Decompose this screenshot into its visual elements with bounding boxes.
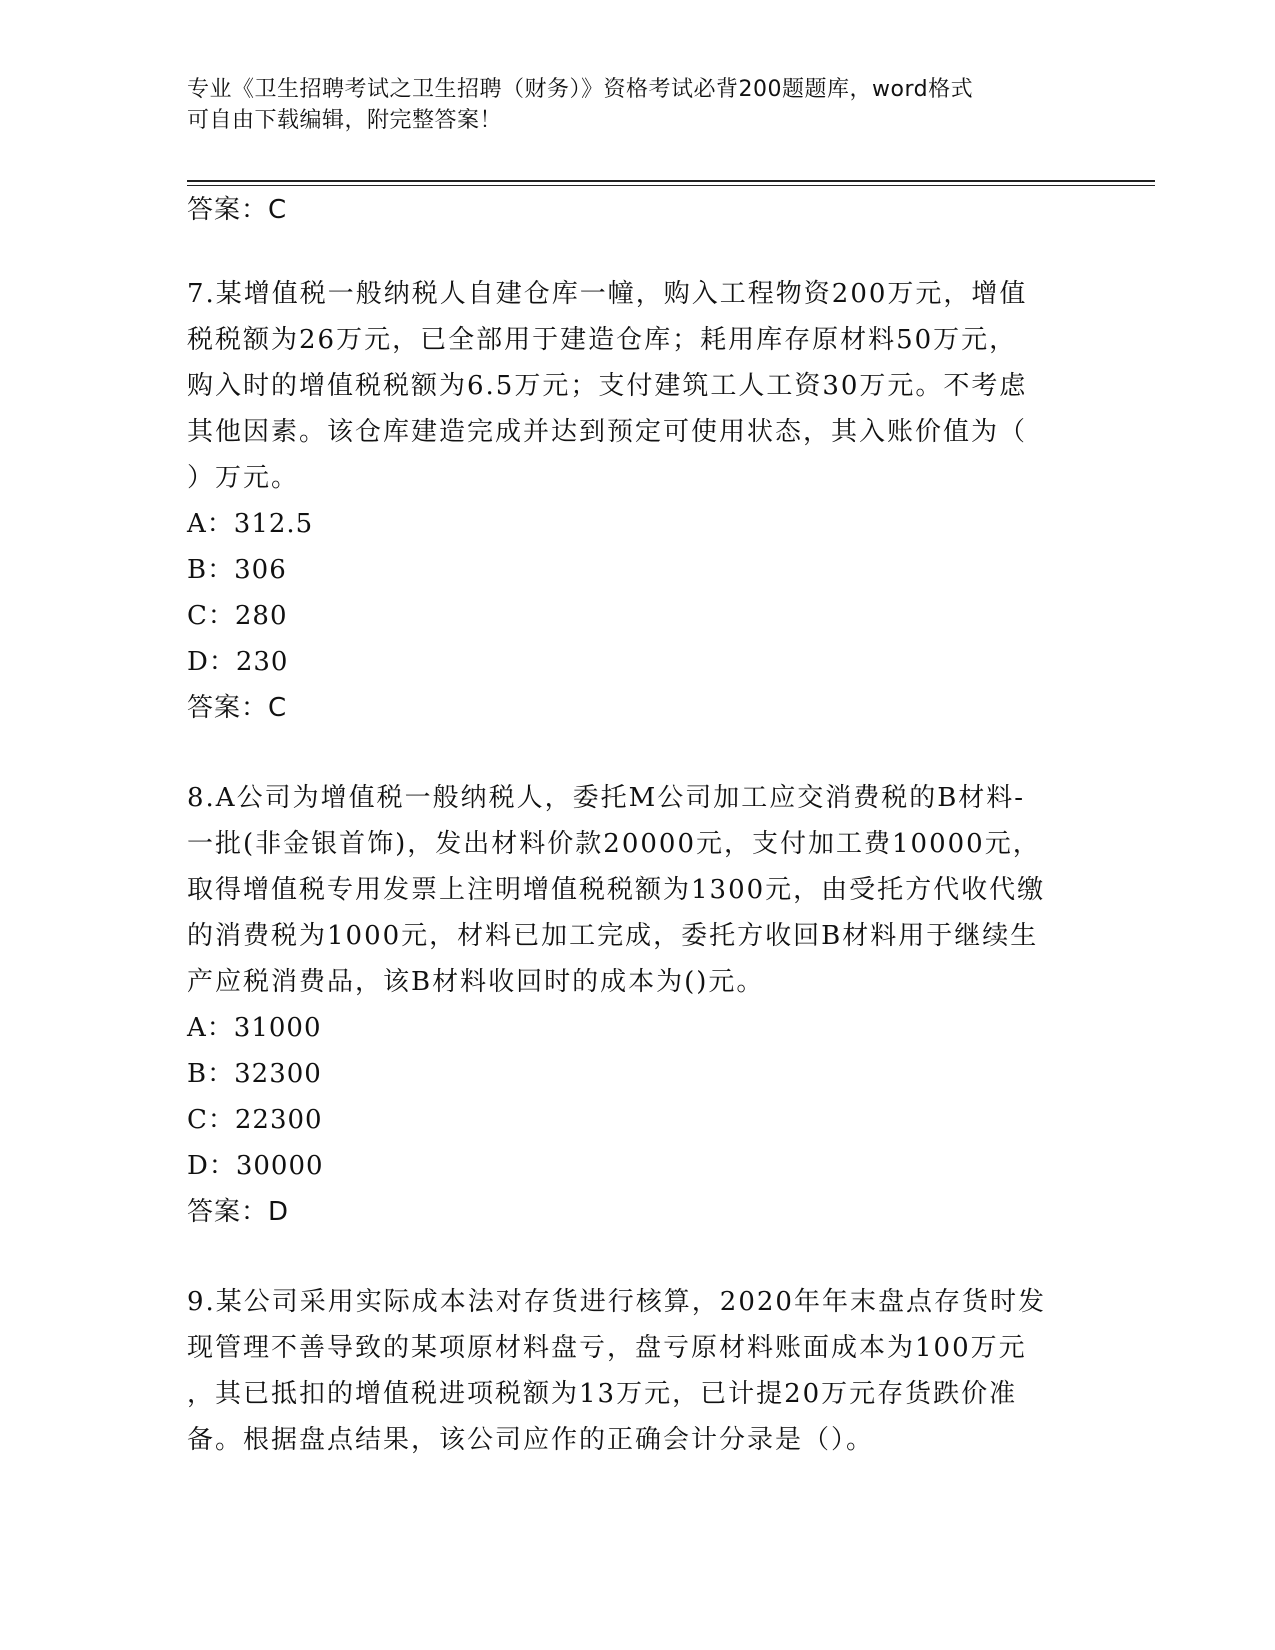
header-divider-top <box>187 180 1155 182</box>
question-line: 备。根据盘点结果，该公司应作的正确会计分录是（）。 <box>187 1425 875 1455</box>
header-line-1: 专业《卫生招聘考试之卫生招聘（财务）》资格考试必背200题题库，word格式 <box>187 77 974 102</box>
answer-line: 答案：D <box>187 1197 290 1227</box>
question-line: 9.某公司采用实际成本法对存货进行核算，2020年年末盘点存货时发 <box>187 1287 1046 1317</box>
option-b: B：32300 <box>187 1059 322 1089</box>
header-divider-bottom <box>187 185 1155 186</box>
option-a: A：312.5 <box>187 509 314 539</box>
header-line-2: 可自由下载编辑，附完整答案！ <box>187 108 503 133</box>
question-line: 的消费税为1000元，材料已加工完成，委托方收回B材料用于继续生 <box>187 921 1039 951</box>
question-line: 8.A公司为增值税一般纳税人，委托M公司加工应交消费税的B材料- <box>187 783 1026 813</box>
question-line: 产应税消费品，该B材料收回时的成本为()元。 <box>187 967 765 997</box>
question-block-9 <box>187 1279 1087 1463</box>
option-d: D：230 <box>187 647 289 677</box>
option-a: A：31000 <box>187 1013 322 1043</box>
option-d: D：30000 <box>187 1151 324 1181</box>
question-line: 其他因素。该仓库建造完成并达到预定可使用状态，其入账价值为（ <box>187 417 1028 447</box>
option-c: C：280 <box>187 601 288 631</box>
document-header <box>187 74 1067 136</box>
question-line: 取得增值税专用发票上注明增值税税额为1300元，由受托方代收代缴 <box>187 875 1046 905</box>
spacer <box>187 1235 1087 1279</box>
question-block-8 <box>187 775 1087 1235</box>
question-line: 一批(非金银首饰)，发出材料价款20000元，支付加工费10000元， <box>187 829 1041 859</box>
option-b: B：306 <box>187 555 287 585</box>
question-block-7 <box>187 271 1087 731</box>
question-line: ）万元。 <box>187 463 300 493</box>
question-line: 现管理不善导致的某项原材料盘亏，盘亏原材料账面成本为100万元 <box>187 1333 1027 1363</box>
answer-line: 答案：C <box>187 693 288 723</box>
document-body <box>187 187 1087 1463</box>
question-line: ，其已抵扣的增值税进项税额为13万元，已计提20万元存货跌价准 <box>187 1379 1018 1409</box>
question-line: 税税额为26万元，已全部用于建造仓库；耗用库存原材料50万元， <box>187 325 1018 355</box>
answer-line: 答案：C <box>187 195 288 225</box>
question-line: 7.某增值税一般纳税人自建仓库一幢，购入工程物资200万元，增值 <box>187 279 1028 309</box>
spacer <box>187 731 1087 775</box>
spacer <box>187 233 1087 271</box>
option-c: C：22300 <box>187 1105 323 1135</box>
question-line: 购入时的增值税税额为6.5万元；支付建筑工人工资30万元。不考虑 <box>187 371 1028 401</box>
